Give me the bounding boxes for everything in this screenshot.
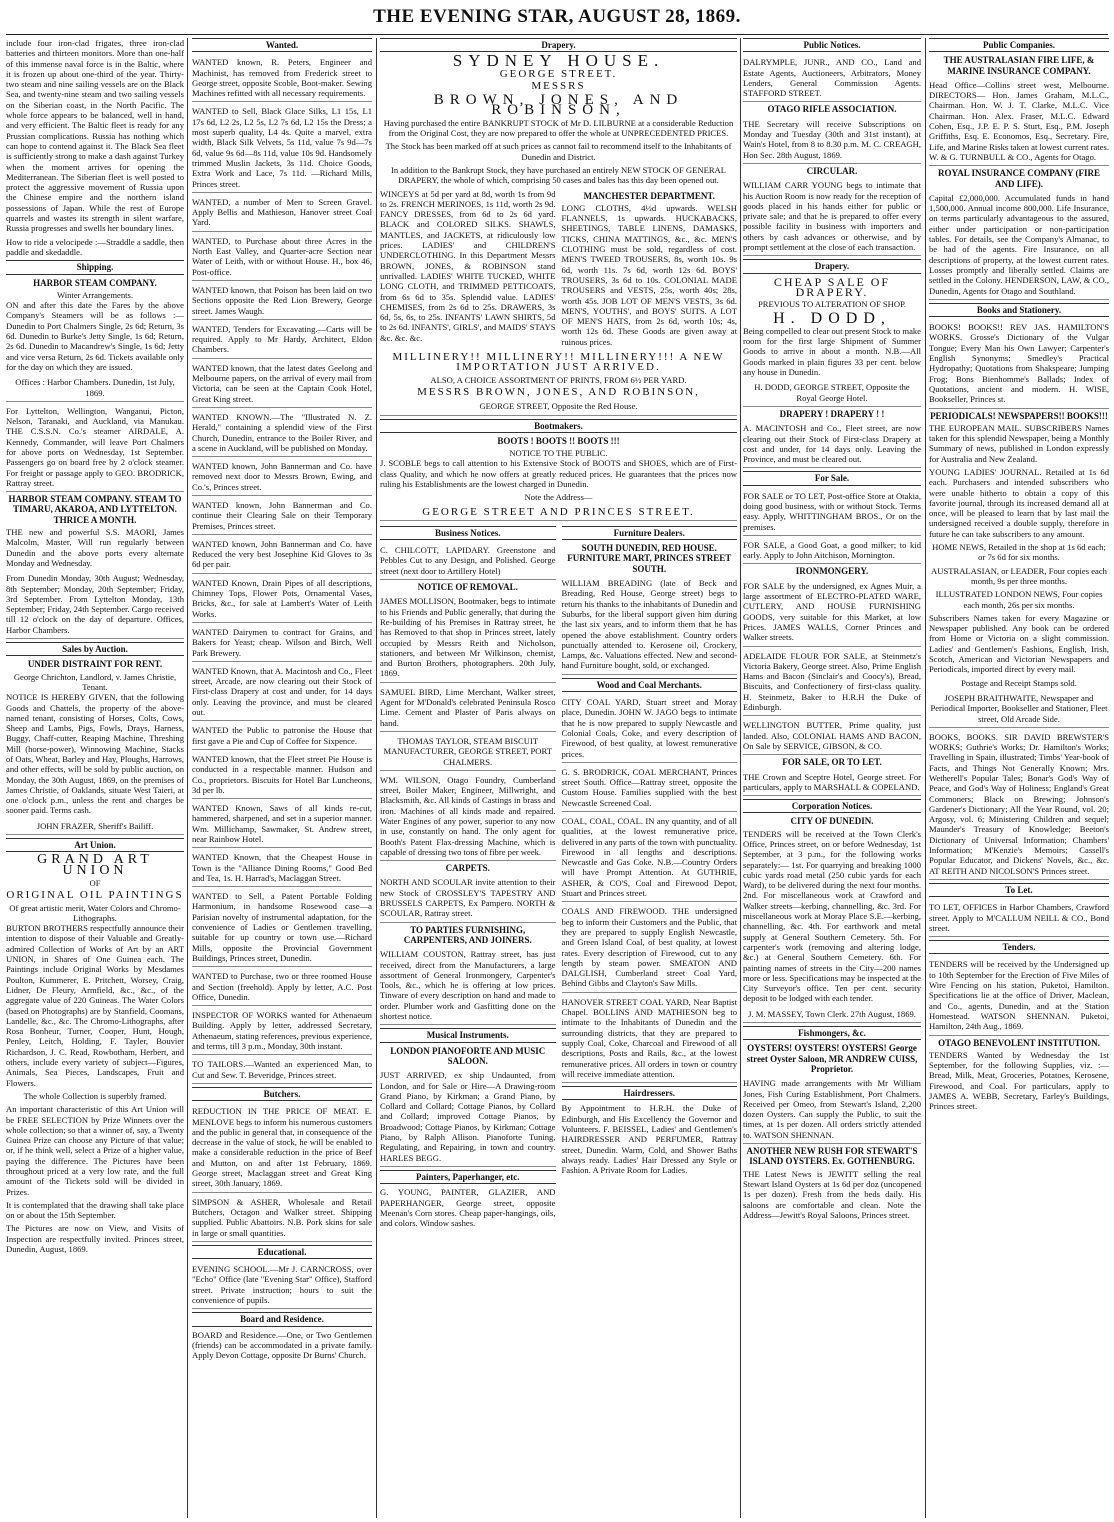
ad-title: HARBOR STEAM COMPANY. [33, 277, 157, 288]
section-board: Board and Residence. [192, 1312, 372, 1326]
ad-body: TO LET, OFFICES in Harbor Chambers, Crawford street. Apply to M'CALLUM NEILL & CO., Bond street. [929, 900, 1109, 937]
section-educational: Educational. [192, 1245, 372, 1259]
wanted-ad: WANTED, Tenders for Excavating.—Carts will be required. Apply to Mr Hardy, Architect, Eldon Chambers. [192, 322, 372, 359]
ad-subtitle: OF [89, 877, 101, 888]
ad-footer: H. DODD, GEORGE STREET, Opposite the Royal George Hotel. [743, 380, 921, 407]
ad-title: SOUTH DUNEDIN, RED HOUSE. FURNITURE MART, PRINCES STREET SOUTH. [567, 543, 732, 574]
section-business: Business Notices. [380, 526, 556, 540]
ad-title: GRAND ART UNION [37, 852, 153, 878]
ad-body: HAVING made arrangements with Mr William Jones, Fish Curing Establishment, Port Chalmers. Received per Omeo, from Stewart's Island, 2,200 dozen Oysters. Can supply the Public, to suit the times, at 1s per dozen. All orders strictly attended to. WATSON SHENNAN. [743, 1076, 921, 1144]
sale-ad: WELLINGTON BUTTER, Prime quality, just landed. Also, COLONIAL HAMS AND BACON, On Sale by SERVICE, GIBSON, & CO. [743, 718, 921, 755]
wanted-ad: WANTED known, R. Peters, Engineer and Machinist, has removed from Frederick street to George street, opposite Scoble, Boot-maker. Sewing Machines refitted with all necessary requirements. [192, 55, 372, 102]
coal-ad: G. S. BRODRICK, COAL MERCHANT, Princes street South. Office—Rattray street, opposite the Custom House. Families supplied with the best Newcastle Screened Coal. [562, 765, 738, 812]
column-2 [192, 38, 372, 1518]
wanted-ad: WANTED Dairymen to contract for Grains, and Bakers for Yeast; cheap. Wilson and Birch, Well Park Brewery. [192, 625, 372, 662]
wanted-ad: WANTED the Public to patronise the House that first gave a Pie and Cup of Coffee for Sixpence. [192, 723, 372, 750]
wanted-ad: INSPECTOR OF WORKS wanted for Athenaeum Building. Apply by letter, addressed Secretary, Athenaeum, stating references, previous experience, and terms, till 3 p.m., Monday, 30th instant. [192, 1008, 372, 1055]
business-ad: JAMES MOLLISON, Bootmaker, begs to intimate to his Friends and Public generally, that during the Re-building of his Premises in Rattray street, he has Removed to that shop in Princes street, lately occupied by Messrs Reith and Nicholson, stationers, and between Mr Wilkinson, chemist, and Burton Brothers, photographers. 20th July, 1869. [380, 594, 556, 682]
notice-ad: DALRYMPLE, JUNR., AND CO., Land and Estate Agents, Auctioneers, Arbitrators, Money Lenders, General Commission Agents. STAFFORD STREET. [743, 55, 921, 102]
column-divider [925, 38, 926, 1518]
educational-ad: EVENING SCHOOL.—Mr J. CARNCROSS, over "Echo" Office (late "Evening Star" Office), Stafford street. Private instruction; hours to suit the convenience of pupils. [192, 1262, 372, 1309]
column-5 [929, 38, 1109, 1518]
ad-body: Note the Address— [524, 492, 593, 503]
section-furniture: Furniture Dealers. [562, 526, 738, 540]
ad-body: BOOKS! BOOKS!! REV JAS. HAMILTON'S WORKS. Grosse's Dictionary of the Vulgar Tongue; Every Man his Own Lawyer; Carpenter's English Synonyms; Smedley's Practical Hydropathy; Quotations from Shakspeare; Jumping Frog; Bons Bienhomme's Ballads; Index of Quotations, ancient and modern. H. WISE, Bookseller, Princes st. [929, 320, 1109, 408]
ad-title: UNDER DISTRAINT FOR RENT. [27, 659, 163, 670]
board-ad: BOARD and Residence.—One, or Two Gentlemen (friends) can be accommodated in a private family. Apply Devon Cottage, opposite Dr Burns' Church. [192, 1329, 372, 1361]
column-divider [376, 38, 377, 1518]
ad-body: THE new and powerful S.S. MAORI, James Malcolm, Master, Will run regularly between Dunedin and the above ports every alternate Monday and Wednesday. [6, 527, 184, 568]
ad-footer: JOSEPH BRAITHWAITE, Newspaper and Periodical Importer, Bookseller and Stationer, Fleet street, Old Arcade Side. [929, 691, 1109, 728]
ad-title: CIRCULAR. [806, 165, 858, 176]
sale-ad: ADELAIDE FLOUR FOR SALE, at Steinmetz's Victoria Bakery, George street. Also, Prime English Hams and Bacon (Sinclair's and Coocy's), Bread, Biscuits, and Confectionery of first-class quality. H. Steinmetz, Baker to H.R.H the Duke of Edinburgh. [743, 649, 921, 717]
wanted-ad: WANTED known, John Bannerman and Co. have removed next door to Messrs Brown, Ewing, and Co.'s, Princes street. [192, 459, 372, 496]
ad-body: BURTON BROTHERS respectfully announce their intention to dispose of their Valuable and Greatly-admired Collection of Works of Art by an ART UNION, in Shares of One Guinea each. The Paintings include Original Works by Mesdames Poulton, Kummerer, E. Pritchett, Worsey, Craig, Lidner, De Fleury, Armfield, &c., &c., of the aggregate value of 220 Guineas. The Water Colors (based on Photographs) are by Stanfield, Coomans, Landelle, &c., &c. The Chromo-Lithographs, after Rosa Bonheur, Turner, Cooper, Hunt, Hough, Penley, Leitch, Holding, F. Tayler, Bouvier Richardson, J. C. Read, Rowbotham, Herbert, and others, include every variety of subject—Figures, Animals, Sea Pieces, Landscapes, Fruit and Flowers. [6, 923, 184, 1088]
wanted-ad: WANTED, a number of Men to Screen Gravel. Apply Bellis and Mathieson, Hanover street Coal Yard. [192, 195, 372, 232]
business-ad: SAMUEL BIRD, Lime Merchant, Walker street, Agent for M'Donald's celebrated Peninsula Rosco Lime. Cement and Plaster of Paris always on hand. [380, 685, 556, 732]
section-drapery: Drapery. [380, 38, 737, 52]
sale-ad: FOR SALE or TO LET, Post-office Store at Otakia, doing good business, with or without Stock. Terms easy. Apply, WHITTINGHAM BROS., Or on the premises. [743, 489, 921, 536]
business-ad: C. CHILCOTT, LAPIDARY. Greenstone and Pebbles Cut to any Design, and Polished. George street (next door to Artillery Hotel) [380, 543, 556, 580]
masthead-rule [6, 34, 1108, 35]
sale-ad: FOR SALE, a Good Goat, a good milker; to kid early. Apply to John Aitchison, Mornington. [743, 538, 921, 565]
ad-title: LONDON PIANOFORTE AND MUSIC SALOON. [390, 1045, 546, 1066]
ad-body: TENDERS will be received by the Undersigned up to 10th September for the Erection of Five Miles of Wire Fencing on his station, Puketoi, Hamilton. Specifications lie at the office of Driver, Maclean, and Co., agents, Dunedin, and at the Station Homestead. WATSON SHENNAN. Puketoi, Hamilton, 24th Aug., 1869. [929, 957, 1109, 1035]
furniture-column [562, 523, 738, 1232]
business-ad: THOMAS TAYLOR, STEAM BISCUIT MANUFACTURER, GEORGE STREET, PORT CHALMERS. [380, 734, 556, 771]
wanted-ad: WANTED Known, Saws of all kinds re-cut, hammered, sharpened, and set in a superior manner. Wm. Millichamp, Sawmaker, St. Andrew street, near Rainbow Hotel. [192, 801, 372, 848]
ad-title: HARBOR STEAM COMPANY. STEAM TO TIMARU, AKAROA, AND LYTTELTON. THRICE A MONTH. [8, 494, 182, 525]
ad-title: MANCHESTER DEPARTMENT. [583, 190, 715, 201]
ad-body: Having purchased the entire BANKRUPT STOCK of Mr D. LILBURNE at a considerable Reduction from the Original Cost, they are now prepared to offer the whole at UNPRECEDENTED PRICES. [383, 117, 734, 139]
business-ad: G. YOUNG, PAINTER, GLAZIER, AND PAPERHANGER, George street, opposite Meenan's Corn stores. Cheap paper-hangings, oils, and colors. Window sashes. [380, 1187, 556, 1229]
ad-title: OTAGO RIFLE ASSOCIATION. [767, 104, 897, 115]
column-divider [187, 38, 188, 1518]
section-hairdressers: Hairdressers. [562, 1086, 738, 1100]
furniture-ad: WILLIAM BREADING (late of Beck and Breading, Red House, George street) begs to return his thanks to the inhabitants of Dunedin and Suburbs, for the liberal support given him during the last six years, and to inform them that he has opened the above establishment. Country orders punctually attended to. Kerosene oil, Crockery, Lamps, &c. Valuations effected. New and second-hand Furniture bought, sold, or exchanged. [562, 576, 738, 675]
ad-body: THE EUROPEAN MAIL. SUBSCRIBERS Names taken for this splendid Newspaper, being a Monthly Summary of news, published in London expressly for Australia and New Zealand. [929, 422, 1109, 464]
ad-title: SYDNEY HOUSE. [452, 51, 665, 71]
section-for-sale: For Sale. [743, 471, 921, 485]
ad-title: ORIGINAL OIL PAINTINGS [6, 889, 184, 902]
russia-article: include four iron-clad frigates, three iron-clad batteries and thirteen monitors. More than one-half of this immense naval force is in the Baltic, where it is frozen up about one-third of the year. Thirty-two steam and nine sailing vessels are on the Black Sea, and twenty-nine steam and two sailing vessels on the Siberian coast, in the North Pacific. The whole force appears to be balanced, well in hand, and very efficient. The Baltic fleet is ready for any Prussian complications. Russia has nothing which can hope to contend against it. The Black Sea fleet is sufficiently strong to make a dash against Turkey when the moment arrives for opening the Mediterranean. The Siberian fleet is well posted to protect the aggressive movement of Russia upon the Chinese empire and the northern island possessions of Japan. While the rest of Europe quarrels and wastes its strength in silent warfare, Russia progresses and swells her boundary lines. [6, 38, 184, 234]
ad-body: It is contemplated that the drawing shall take place on or about the 15th September. [6, 1199, 184, 1221]
wanted-ad: WANTED known, John Bannerman and Co. continue their Clearing Sale on their Temporary Premises, Princes street. [192, 498, 372, 535]
ad-subtitle: George Chrichton, Landlord, v. James Christie, Tenant. [13, 671, 177, 692]
ad-title: TO PARTIES FURNISHING, CARPENTERS, AND JOINERS. [403, 924, 532, 945]
column-3 [380, 38, 737, 1518]
ad-title: PERIODICALS! NEWSPAPERS!! BOOKS!!! [930, 410, 1108, 421]
ad-body: The Pictures are now on View, and Visits of Inspection are respectfully invited. Princes street, Dunedin, August, 1869. [6, 1223, 184, 1255]
ad-title: NOTICE OF REMOVAL. [417, 582, 518, 593]
price-list-left: WINCEYS at 5d per yard at 8d, worth 1s from 9d to 2s. FRENCH MERINOES, 1s 11d, worth 2s 9d. FANCY DRESSES, from 6d to 2s 6d yard. BLACK and COLORED SILKS. SHAWLS, MANTLES, and JACKETS, at ridiculously low prices. LADIES' and CHILDREN'S UNDERCLOTHING. In this Department Messrs BROWN, JONES, & ROBINSON stand unrivalled. LADIES' WHITE TUCKED, WHITE LONG CLOTH, and TRIMMED PETTICOATS, from 6s 6d to 35s. Splendid value. LADIES' CHEMISES, from 2s 6d to 25s. DRAWERS, 3s 6d, 5s, 6s, to 25s. INFANTS' LAWN SHIRTS, 5d to 2s 6d. INFANTS', GIRLS', and MAIDS' STAYS &c. &c. &c. [380, 188, 556, 343]
wanted-ad: WANTED to Sell, a Patent Portable Folding Harmonium, in handsome Rosewood case—a Parisian novelty of instrumental adaptation, for the convenience of Ladies or Gentlemen travelling, suitable for up country or town use.—Richard Mills, opposite the Provincial Government Buildings, Princes street, Dunedin. [192, 889, 372, 967]
section-public-notices: Public Notices. [743, 38, 921, 52]
notice-ad: WILLIAM CARR YOUNG begs to intimate that his Auction Room is now ready for the reception of goods placed in his hands either for public or private sale; and that he is prepared to offer every possible facility in business with importers and others by cash advances or otherwise, and by prompt settlement at the close of each transaction. [743, 178, 921, 256]
price-list-right: LONG CLOTHS, 4½d upwards. WELSH FLANNELS, 1s upwards. HUCKABACKS, SHEETINGS, TABLE LINENS, DAMASKS, TICKS, CHINA MATTINGS, &c., &c. MEN'S CLOTHING must be sold, regardless of cost. MEN'S TWEED TROUSERS, 8s, worth 10s. 9s 6d, worth 11s. 7s 6d, worth 12s 6d. BOYS' TROUSERS, 3s 6d to 10s. COLONIAL MADE TROUSERS and VESTS, 25s, worth 40s; 28s, worth 45s. JOB LOT OF MEN'S VESTS, 3s 6d. MEN'S, YOUTHS', and BOYS' SUITS. A LOT OF MEN'S HATS, from 2s 6d, worth 10s; 4s, worth 12s 6d. These Goods are given away at ruinous prices. [561, 202, 737, 347]
section-public-companies: Public Companies. [929, 38, 1109, 52]
velocipede-quip: How to ride a velocipede :—Straddle a saddle, then paddle and skedaddle. [6, 236, 184, 257]
wanted-ad: WANTED to Sell, Black Glace Silks, L1 15s, L1 17s 6d, L2 2s, L2 5s, L2 7s 6d, L2 15s the Dress; a most superb quality, L4 4s. Quite a marvel, extra width, Black Silk Velvets, 5s 11d, value 7s 9d—7s 6d, value 9s 6d—8s 11d, value 10s 9d. Handsomely trimmed Muslin Jackets, 3s 11d. Choice Goods, Extra Work and Lace, 7s 11d. —Richard Mills, Princes street. [192, 104, 372, 192]
ad-body: YOUNG LADIES' JOURNAL. Retailed at 1s 6d each. Purchasers and intended subscribers who were unable hitherto to obtain a copy of this favorite journal, through its increased demand all at once, will be pleased to learn that by last mail the undersigned received a double supply, therefore in future he can take subscribers to any amount. [929, 466, 1109, 539]
ad-body: TENDERS will be received at the Town Clerk's Office, Princes street, on or before Wednesday, 1st September, at 3 p.m., for the following works separately:— 1st. For quarrying and breaking 1000 cubic yards road metal (250 cubic yards for each Ward), to be delivered during the next four months. 2nd. For miscellaneous work at Crawford and Walker streets—kerbing, channelling, &c. 3rd. For miscellaneous work at Moray Place S.E.—kerbing, channelling, &c. 4th. For earthwork and metal supply at General Southern Cemetery. 5th. For carpenter's work (removing and altering lodge, &c.) at General Southern Cemetery. 6th. For painting names of streets in the City—200 names more or less. Specifications may be inspected at the City Surveyor's office. Ten per cent. security deposit to be lodged with each tender. [743, 828, 921, 1004]
ad-title: OTAGO BENEVOLENT INSTITUTION. [938, 1037, 1100, 1048]
wanted-ad: WANTED Known, Drain Pipes of all descriptions, Chimney Tops, Flower Pots, Ornamental Vases, Bricks, &c., for sale at Lambert's Water of Leith Works. [192, 576, 372, 623]
ad-body: BOOKS, BOOKS. SIR DAVID BREWSTER'S WORKS; Guthrie's Works; Dr. Hamilton's Works; Travelling in Spain, illustrated; Timbs' Year-book of Facts, and Things Not Generally Known; Mrs. Wetherell's Popular Tales; Bonar's God's Way of Peace, and God's Way of Holiness; England's Great Commoners; Black on Brewing; Johnson's Gardener's Dictionary; All the Year Round, vol. 20; Argosy, vol. 6; Ministering Children and sequel; Maunder's Treasury of Knowledge; Beeton's Dictionary of Universal Information; Chambers' Information; M'Kenzie's Memoirs; Cassell's Popular Educator, and Dickens' Novels, &c., &c. AT REITH AND NICOLSON'S Princes street. [929, 730, 1109, 880]
ad-body: THE Latest News is JEWITT selling the real Stewart Island Oysters at 1s 6d per doz (uncopened 1s per dozen). Fresh from the beds daily. His saloons are comfortable and clean. Note the Address—Jewitt's Royal Saloons, Princes street. [743, 1168, 921, 1220]
ad-body: ON and after this date the Fares by the above Company's Steamers will be as follows :— Dunedin to Port Chalmers Single, 2s 6d; Return, 3s 6d. Dunedin to Burke's Jetty Single, 1s 6d; Return, 2s 6d. Dunedin to Macandrew's Single, 1s 6d; Jetty and vice versa Return, 2s 6d. Tickets available only for the day on which they are issued. [6, 300, 184, 372]
wanted-ads [192, 55, 372, 1084]
butcher-ad: SIMPSON & ASHER, Wholesale and Retail Butchers, Octagon and Walker street. Shipping supplied. Public Abattoirs. N.B. Pork skins for sale in large or small quantities. [192, 1195, 372, 1242]
firm-name: BROWN, JONES, AND ROBINSON, [433, 92, 684, 119]
coal-ad: HANOVER STREET COAL YARD, Near Baptist Chapel. BOLLINS AND MATHIESON beg to intimate to the Inhabitants of Dunedin and the surrounding districts, that they are prepared to supply Coal, Coke, Charcoal and Firewood of all descriptions, Posts and Rails, &c., at the lowest remunerative prices. All orders in town or country will receive immediate attention. [562, 995, 738, 1083]
business-ad: WM. WILSON, Otago Foundry, Cumberland street, Boiler Maker, Engineer, Millwright, and Blacksmith, &c. All kinds of Castings in brass and iron. Machines of all kinds made and repaired. Water Engines of any power, superior to any now in use, constantly on hand. The only agent for Booth's Patent Flax-dressing Machine, which is capable of dressing two tons of fibre per week. [380, 773, 556, 861]
section-books: Books and Stationery. [929, 303, 1109, 317]
ad-body: Subscribers Names taken for every Magazine or Newspaper published. Any book can be ordered from Home or Victoria on a slight commission. Ladies' and Gentlemen's Fashions, English, Irish, Scotch, American and Victorian Newspapers and Periodicals, imported direct by every mail. [929, 612, 1109, 675]
wanted-ad: WANTED known, John Bannerman and Co. have Reduced the very best Josephine Kid Gloves to 3s 6d per pair. [192, 537, 372, 574]
section-painters: Painters, Paperhanger, etc. [380, 1170, 556, 1184]
coal-ad: COALS AND FIREWOOD. THE undersigned beg to inform their Customers and the Public, that they are prepared to supply English Newcastle, and Green Island Coal, of best quality, at lowest rates. Every description of Firewood, cut to any length by steam power. SMEATON AND DALGLISH, Cumberland street Coal Yard, Behind Gibbs and Clayton's Saw Mills. [562, 904, 738, 992]
section-art-union: Art Union. [6, 838, 184, 852]
section-drapery: Drapery. [743, 259, 921, 273]
wanted-ad: WANTED known, that Poison has been laid on two Sections opposite the Red Lion Brewery, George street. James Waugh. [192, 283, 372, 320]
ad-body: A. MACINTOSH and Co., Fleet street, are now clearing out their Stock of First-class Drapery at cost and under, for 14 days only. Leaving the Province, and must be cleared out. [743, 421, 921, 468]
column-4 [743, 38, 921, 1518]
ad-title: CITY OF DUNEDIN. [790, 816, 874, 827]
price-list [380, 189, 737, 350]
ad-schedule: From Dunedin Monday, 30th August; Wednesday, 8th September; Monday, 20th September; Friday, 3rd September. From Lyttelton Monday, 13th September; Friday, 24th September. Cargo received till 12 o'clock on the day of departure. Offices, Harbor Chambers. [6, 571, 184, 639]
hairdresser-ad: By Appointment to H.R.H. the Duke of Edinburgh, and His Excellency the Governor and Volunteers. F. BEISSEL, Ladies' and Gentlemen's HAIRDRESSER AND PERFUMER, Rattray street, Dunedin. Warm, Cold, and Shower Baths always ready. Ladies' Hair Dressed any Style or Fashion. A Private Room for Ladies. [561, 1103, 737, 1176]
ad-subtitle: MESSRS [531, 79, 586, 92]
section-wood-coal: Wood and Coal Merchants. [562, 678, 738, 692]
ad-body: ALSO, A CHOICE ASSORTMENT OF PRINTS, FROM 6½ PER YARD. [430, 374, 687, 385]
ad-subtitle: MILLINERY!! MILLINERY!! MILLINERY!!! A NEW IMPORTATION JUST ARRIVED. [392, 351, 725, 374]
ad-title: OYSTERS! OYSTERS! OYSTERS! George street Oyster Saloon, MR ANDREW CUISS, Proprietor. [746, 1043, 918, 1074]
ad-title: THE AUSTRALASIAN FIRE LIFE, & MARINE INSURANCE COMPANY. [943, 55, 1095, 76]
ad-signature: J. M. MASSEY, Town Clerk. 27th August, 1869. [743, 1007, 921, 1023]
section-to-let: To Let. [929, 883, 1109, 897]
ad-subtitle: GEORGE STREET. [499, 67, 618, 80]
section-auction: Sales by Auction. [6, 642, 184, 656]
ad-body: Postage and Receipt Stamps sold. [961, 677, 1077, 688]
section-corporation: Corporation Notices. [743, 799, 921, 813]
ad-footer: GEORGE STREET, Opposite the Red House. [380, 399, 737, 415]
ad-body: The whole Collection is superbly framed. [23, 1090, 167, 1101]
ad-title: CHEAP SALE OF DRAPERY. [773, 274, 891, 299]
section-musical: Musical Instruments. [380, 1028, 556, 1042]
business-column [380, 523, 556, 1232]
ad-footer: Offices : Harbor Chambers. Dunedin, 1st July, 1869. [6, 375, 184, 402]
ad-title: CARPETS. [445, 863, 490, 874]
ad-subtitle: Winter Arrangements. [56, 289, 134, 300]
ad-body: TENDERS Wanted by Wednesday the 1st September, for the following Supplies, viz. :—Bread, Milk, Meat, Groceries, Potatoes, Kerosene, Firewood, and Coal. For particulars, apply to JAMES A. WEBB, Secretary, Farley's Buildings, Princes street. [929, 1049, 1109, 1112]
section-fishmongers: Fishmongers, &c. [743, 1026, 921, 1040]
ad-body: Head Office—Collins street west, Melbourne. DIRECTORS— Hon. James Graham, M.L.C., Chairman. Hon. W. J. T. Clarke, M.L.C. Vice Chairman. Hon. Alex. Fraser, M.L.C. Edward Cohen, Esq., J.P. E. P. S. Sturt, Esq., P.M. Joseph Griffiths, Esq. E. Economos, Esq., Secretary. Fire, Life, and Marine Risks taken at lowest current rates. W. & G. TURNBULL & CO., Agents for Otago. [929, 78, 1109, 166]
ad-title: BOOTS ! BOOTS !! BOOTS !!! [497, 435, 620, 446]
coal-ad: CITY COAL YARD, Stuart street and Moray place, Dunedin. JOHN W. JAGO begs to intimate that he is now prepared to supply Newcastle and Colonial Coals, Coke, and every description of Firewood, of best quality, at lowest remunerative prices. [562, 695, 738, 763]
ad-title: IRONMONGERY. [795, 566, 869, 577]
ad-signature: JOHN FRAZER, Sheriff's Bailiff. [6, 819, 184, 835]
ad-subtitle: NOTICE TO THE PUBLIC. [509, 448, 608, 459]
ad-body: ILLUSTRATED LONDON NEWS, Four copies each month, 26s per six months. [935, 589, 1103, 610]
sale-ad: FOR SALE by the undersigned, ex Agnes Muir, a large assortment of ELECTRO-PLATED WARE, CUTLERY, AND HOUSE FURNISHING GOODS, very suitable for this Market, at low Prices. JAMES WALLS, Corner Princes and Walker streets. [743, 579, 921, 647]
ad-title: FOR SALE, OR TO LET. [782, 757, 882, 768]
ad-body: J. SCOBLE begs to call attention to his Extensive Stock of BOOTS and SHOES, which are of First-class Quality, and which he now offers at greatly reduced prices. He guarantees that the prices now ruling his Establishments are the lowest charged in Dunedin. [380, 458, 737, 489]
business-ad: NORTH AND SCOULAR invite attention to their new Stock of CROSSLEY'S TAPESTRY AND BRUSSELS CARPETS, Ex Pampero. NORTH & SCOULAR, Rattray street. [380, 875, 556, 922]
section-butchers: Butchers. [192, 1087, 372, 1101]
wanted-ad: WANTED to Purchase, two or three roomed House and Section (freehold). Apply by letter, A.C. Post Office, Dunedin. [192, 969, 372, 1006]
ad-footer: GEORGE STREET AND PRINCES STREET. [380, 505, 737, 521]
business-ad: JUST ARRIVED, ex ship Undaunted, from London, and for Sale or Hire—A Drawing-room Grand Piano, by Kirkman; a Grand Piano, by Collard and Collard; Cottage Pianos, by Collard and Collard; improved Cottage Pianos, by Broadwood; Cottage Pianos, by Kirkman; Cottage Piano, by Ralph Allison. Pianoforte Tuning, Regulating, and Repairing, in town and country. HARLES BEGG. [380, 1068, 556, 1167]
ad-subtitle: PREVIOUS TO ALTERATION OF SHOP. [757, 299, 907, 310]
ad-body: An important characteristic of this Art Union will be FREE SELECTION by Prize Winners over the whole collection; so that a winner of, say, a Twenty Guinea Prize can choose any Picture of that value; or, if he think well, select a Prize of a higher value, paying the difference. The Pictures have been throughout priced at a very low rate, and the full amount of the Tickets sold will be divided in Prizes. [6, 1104, 184, 1197]
wanted-ad: WANTED known, that the latest dates Geelong and Melbourne papers, on the arrival of every mail from Victoria, can be seen at the Captain Cook Hotel, Great King street. [192, 361, 372, 408]
column-divider [740, 38, 741, 1518]
ad-body: The Stock has been marked off at such prices as cannot fail to recommend itself to the Inhabitants of Dunedin and District. [385, 141, 732, 162]
sale-ad: THE Crown and Sceptre Hotel, George street. For particulars, apply to MARSHALL & COPELAND. [743, 770, 921, 797]
section-shipping: Shipping. [6, 260, 184, 274]
lower-columns [380, 523, 737, 1232]
ad-title: ANOTHER NEW RUSH FOR STEWART'S ISLAND OYSTERS. Ex. GOTHENBURG. [746, 1146, 918, 1167]
wanted-ad: WANTED, to Purchase about three Acres in the North East Valley, and Quarter-acre Section near Water of Leith, with or without House. H., box 46, Post-office. [192, 234, 372, 281]
ad-body: NOTICE IS HEREBY GIVEN, that the following Goods and Chattels, the property of the above-named tenant, consisting of Horses, Colts, Cows, Sheep and Lambs, Pigs, Fowls, Drays, Harness, Buggy, Chaff-cutter, Reaping Machine, Threshing Mill (horse-power), Winnowing Machine, Stacks of Oats, Wheat, Barley and Hay, Ploughs, Harrows, and other effects, will be sold by public auction, on Monday, the 30th August, 1869, on the premises of James Christie, of Oaklands, situate West Taieri, at one o'clock p.m., unless the rent and charges be sooner paid. Terms cash. [6, 692, 184, 816]
ad-body: Capital £2,000,000. Accumulated funds in hand 1,500,000. Annual income 800,000. Life Insurance, on terms particularly advantageous to the assured, either under participation or non-participation tables. For details, see the Company's Almanac, to be had of the agents. Fire Insurance, on all descriptions of property, at the lowest current rates. Losses promptly and liberally settled. Claims are settled in the Colony. HENDERSON, LAW, & CO., Dunedin, Agents for Otago and Southland. [929, 191, 1109, 300]
ad-body: For Lyttelton, Wellington, Wanganui, Picton, Nelson, Taranaki, and Auckland, via Manukau. THE C.S.S.N. Co.'s steamer AIRDALE, A. Kennedy, Commander, will leave Port Chalmers for above ports on Wednesday, 1st September. Passengers go on board free by 2 o'clock steamer. For freight or passage apply to GEO. BRODRICK, Rattray street. [6, 404, 184, 492]
masthead: THE EVENING STAR, AUGUST 28, 1869. [373, 6, 741, 27]
butcher-ad: REDUCTION IN THE PRICE OF MEAT. E. MENLOVE begs to inform his numerous customers and the public in general that, in consequence of the decrease in the value of stock, he will be enabled to make a considerable reduction in the price of Beef and Mutton, on and after 1st February, 1869. George street, Maclaggan street and Great King street, 30th January, 1869. [192, 1104, 372, 1192]
ad-body: Being compelled to clear out present Stock to make room for the first large Shipment of Summer Goods to arrive in about a month. N.B.—All Goods marked in plain figures 33 per cent. below any house in Dunedin. [743, 325, 921, 378]
ad-body: AUSTRALASIAN, or LEADER, Four copies each month, 9s per three months. [931, 565, 1107, 586]
firm-name: MESSRS BROWN, JONES, AND ROBINSON, [417, 385, 700, 398]
wanted-ad: WANTED known, that the Fleet street Pie House is conducted in a respectable manner. Hudson and Co., proprietors. Biscuits for Hotel Bar Luncheons, 3d per lb. [192, 752, 372, 799]
firm-name: H. DODD, [773, 309, 891, 327]
ad-body: In addition to the Bankrupt Stock, they have purchased an entirely NEW STOCK OF GENERAL DRAPERY, the whole of which, comprising 50 cases and bales has this day been opened out. [390, 164, 727, 186]
wanted-ad: WANTED Known, that the Cheapest House in Town is the "Alliance Dining Rooms," Good Bed and Tea, 1s. H. Harrad's, Maclaggan Street. [192, 850, 372, 887]
section-bootmakers: Bootmakers. [380, 419, 737, 433]
business-ad: WILLIAM COUSTON, Rattray street, has just received, direct from the Manufacturers, a large assortment of General Ironmongery, Carpenter's Tools, &c., which he is offering at low prices. Tinware of every description on hand and made to order. Plumber work and Gasfitting done on the shortest notice. [380, 947, 556, 1025]
wanted-ad: WANTED Known, that A. Macintosh and Co., Fleet street, Arcade, are now clearing out their Stock of First-class Drapery at cost and under, for 14 days only. Leaving the province, and must be cleared out. [192, 664, 372, 721]
notice-ad: THE Secretary will receive Subscriptions on Monday and Tuesday (30th and 31st instant), at Wain's Hotel, from 8 to 8.30 p.m. M. C. CREAGH, Hon Sec. 28th August, 1869. [743, 117, 921, 164]
column-1 [6, 38, 184, 1518]
ad-title: ROYAL INSURANCE COMPANY (FIRE AND LIFE). [938, 168, 1100, 189]
ad-subtitle: Of great artistic merit, Water Colors and Chromo-Lithographs. [9, 902, 181, 923]
wanted-ad: TO TAILORS.—Wanted an experienced Man, to Cut and Sew. T. Beveridge, Princes street. [192, 1057, 372, 1084]
wanted-ad: WANTED KNOWN.—The "Illustrated N. Z. Herald," containing a splendid view of the First Church, Dunedin, entrance to the Boiler River, and a scene in Auckland, will be published on Monday. [192, 410, 372, 457]
coal-ad: COAL, COAL, COAL. IN any quantity, and of all qualities, at the lowest remunerative price, delivered in any parts of the town with punctuality. Firewood in all lengths and descriptions. Newcastle and Gas Coke. N.B.—Country Orders will have Prompt Attention. At GUTHRIE, ASHER, & CO'S, Coal and Firewood Depot, Stuart and Princes street. [562, 814, 738, 902]
ad-title: DRAPERY ! DRAPERY ! ! [779, 408, 885, 419]
ad-body: HOME NEWS, Retailed in the shop at 1s 6d each; or 7s 6d for six months. [932, 542, 1106, 563]
section-wanted: Wanted. [192, 38, 372, 52]
section-tenders: Tenders. [929, 940, 1109, 954]
